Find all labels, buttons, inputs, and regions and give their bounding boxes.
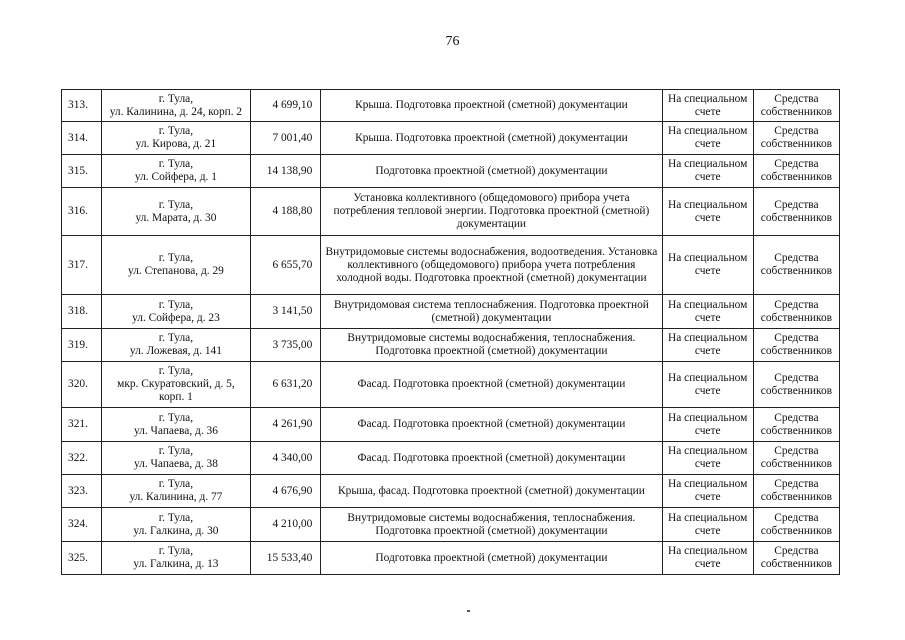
work-type-cell: Фасад. Подготовка проектной (сметной) документации <box>321 362 662 408</box>
address-cell <box>101 155 250 188</box>
address-city: г. Тула, <box>158 511 194 524</box>
work-type-cell: Установка коллективного (общедомового) прибора учета потребления тепловой энергии. Подготовка проектной (сметной) документации <box>321 188 662 236</box>
account-cell: На специальном счете <box>662 442 753 475</box>
page-number: 76 <box>445 34 460 49</box>
registry-table-body <box>62 90 840 575</box>
address-cell <box>101 475 250 508</box>
address-city: г. Тула, <box>158 545 194 557</box>
row-number: 324. <box>62 508 102 542</box>
address-cell <box>101 90 250 122</box>
row-number: 313. <box>62 90 102 122</box>
funding-source-cell: Средства собственников <box>753 508 839 542</box>
table-row <box>62 475 840 508</box>
row-number: 315. <box>62 155 102 188</box>
address-city: г. Тула, <box>158 445 194 457</box>
address-street: ул. Чапаева, д. 36 <box>133 424 218 437</box>
work-type-cell: Фасад. Подготовка проектной (сметной) документации <box>321 442 662 475</box>
table-row <box>62 122 840 155</box>
address-street: ул. Марата, д. 30 <box>135 211 217 224</box>
table-row <box>62 188 840 236</box>
address-city: г. Тула, <box>158 298 194 311</box>
work-type-cell: Фасад. Подготовка проектной (сметной) документации <box>321 408 662 442</box>
work-type-cell: Крыша. Подготовка проектной (сметной) документации <box>321 122 662 155</box>
account-cell: На специальном счете <box>662 155 753 188</box>
row-number: 320. <box>62 362 102 408</box>
row-number: 322. <box>62 442 102 475</box>
address-street: ул. Калинина, д. 77 <box>129 491 223 503</box>
funding-source-cell: Средства собственников <box>753 295 839 329</box>
row-number: 318. <box>62 295 102 329</box>
address-cell <box>101 236 250 295</box>
table-row <box>62 542 840 575</box>
account-cell: На специальном счете <box>662 236 753 295</box>
account-cell: На специальном счете <box>662 122 753 155</box>
address-street: ул. Кирова, д. 21 <box>135 138 217 150</box>
funding-source-cell: Средства собственников <box>753 362 839 408</box>
cost-cell: 6 655,70 <box>250 236 320 295</box>
work-type-cell: Внутридомовые системы водоснабжения, водоотведения. Установка коллективного (общедомового) прибора учета потребления холодной воды. Подготовка проектной (сметной) документации <box>321 236 662 295</box>
registry-table <box>61 89 840 575</box>
cost-cell: 3 735,00 <box>250 329 320 362</box>
address-cell <box>101 295 250 329</box>
row-number: 317. <box>62 236 102 295</box>
row-number: 314. <box>62 122 102 155</box>
address-cell <box>101 542 250 575</box>
funding-source-cell: Средства собственников <box>753 408 839 442</box>
table-row <box>62 442 840 475</box>
address-city: г. Тула, <box>158 125 194 137</box>
account-cell: На специальном счете <box>662 408 753 442</box>
address-city: г. Тула, <box>158 252 194 264</box>
cost-cell: 4 210,00 <box>250 508 320 542</box>
funding-source-cell: Средства собственников <box>753 155 839 188</box>
cost-cell: 4 699,10 <box>250 90 320 122</box>
account-cell: На специальном счете <box>662 542 753 575</box>
address-city: г. Тула, <box>158 365 194 377</box>
table-row <box>62 329 840 362</box>
address-street: ул. Сойфера, д. 1 <box>134 171 217 183</box>
funding-source-cell: Средства собственников <box>753 122 839 155</box>
address-street: ул. Галкина, д. 13 <box>133 558 219 570</box>
work-type-cell: Крыша. Подготовка проектной (сметной) документации <box>321 90 662 122</box>
cost-cell: 4 188,80 <box>250 188 320 236</box>
row-number: 323. <box>62 475 102 508</box>
row-number: 319. <box>62 329 102 362</box>
address-city: г. Тула, <box>158 198 194 211</box>
funding-source-cell: Средства собственников <box>753 442 839 475</box>
address-street: ул. Калинина, д. 24, корп. 2 <box>109 105 243 118</box>
funding-source-cell: Средства собственников <box>753 475 839 508</box>
table-row <box>62 295 840 329</box>
address-cell <box>101 362 250 408</box>
address-cell <box>101 122 250 155</box>
funding-source-cell: Средства собственников <box>753 329 839 362</box>
row-number: 325. <box>62 542 102 575</box>
address-cell <box>101 408 250 442</box>
funding-source-cell: Средства собственников <box>753 542 839 575</box>
address-city: г. Тула, <box>158 158 194 170</box>
funding-source-cell: Средства собственников <box>753 236 839 295</box>
address-street: ул. Сойфера, д. 23 <box>132 311 220 324</box>
work-type-cell: Внутридомовые системы водоснабжения, теплоснабжения. Подготовка проектной (сметной) документации <box>321 329 662 362</box>
work-type-cell: Крыша, фасад. Подготовка проектной (сметной) документации <box>321 475 662 508</box>
work-type-cell: Внутридомовые системы водоснабжения, теплоснабжения. Подготовка проектной (сметной) документации <box>321 508 662 542</box>
account-cell: На специальном счете <box>662 508 753 542</box>
cost-cell: 3 141,50 <box>250 295 320 329</box>
address-cell <box>101 442 250 475</box>
account-cell: На специальном счете <box>662 188 753 236</box>
account-cell: На специальном счете <box>662 295 753 329</box>
table-row <box>62 155 840 188</box>
address-street: ул. Ложевая, д. 141 <box>129 345 222 357</box>
work-type-cell: Подготовка проектной (сметной) документации <box>321 542 662 575</box>
cost-cell: 15 533,40 <box>250 542 320 575</box>
table-row <box>62 362 840 408</box>
cost-cell: 4 676,90 <box>250 475 320 508</box>
address-street: ул. Галкина, д. 30 <box>133 524 219 537</box>
row-number: 321. <box>62 408 102 442</box>
address-city: г. Тула, <box>158 411 194 424</box>
table-row <box>62 408 840 442</box>
table-row <box>62 236 840 295</box>
table-row <box>62 90 840 122</box>
address-city: г. Тула, <box>158 478 194 490</box>
address-cell <box>101 508 250 542</box>
account-cell: На специальном счете <box>662 362 753 408</box>
address-cell <box>101 329 250 362</box>
address-street: ул. Чапаева, д. 38 <box>133 458 218 470</box>
work-type-cell: Внутридомовая система теплоснабжения. Подготовка проектной (сметной) документации <box>321 295 662 329</box>
address-city: г. Тула, <box>158 92 194 105</box>
address-cell <box>101 188 250 236</box>
cost-cell: 4 340,00 <box>250 442 320 475</box>
cost-cell: 7 001,40 <box>250 122 320 155</box>
funding-source-cell: Средства собственников <box>753 90 839 122</box>
account-cell: На специальном счете <box>662 90 753 122</box>
cost-cell: 14 138,90 <box>250 155 320 188</box>
address-street: ул. Степанова, д. 29 <box>128 265 224 277</box>
work-type-cell: Подготовка проектной (сметной) документации <box>321 155 662 188</box>
cost-cell: 4 261,90 <box>250 408 320 442</box>
funding-source-cell: Средства собственников <box>753 188 839 236</box>
table-row <box>62 508 840 542</box>
address-city: г. Тула, <box>158 332 194 344</box>
row-number: 316. <box>62 188 102 236</box>
stray-mark <box>467 610 470 612</box>
address-street: мкр. Скуратовский, д. 5, корп. 1 <box>117 378 235 403</box>
account-cell: На специальном счете <box>662 329 753 362</box>
account-cell: На специальном счете <box>662 475 753 508</box>
cost-cell: 6 631,20 <box>250 362 320 408</box>
